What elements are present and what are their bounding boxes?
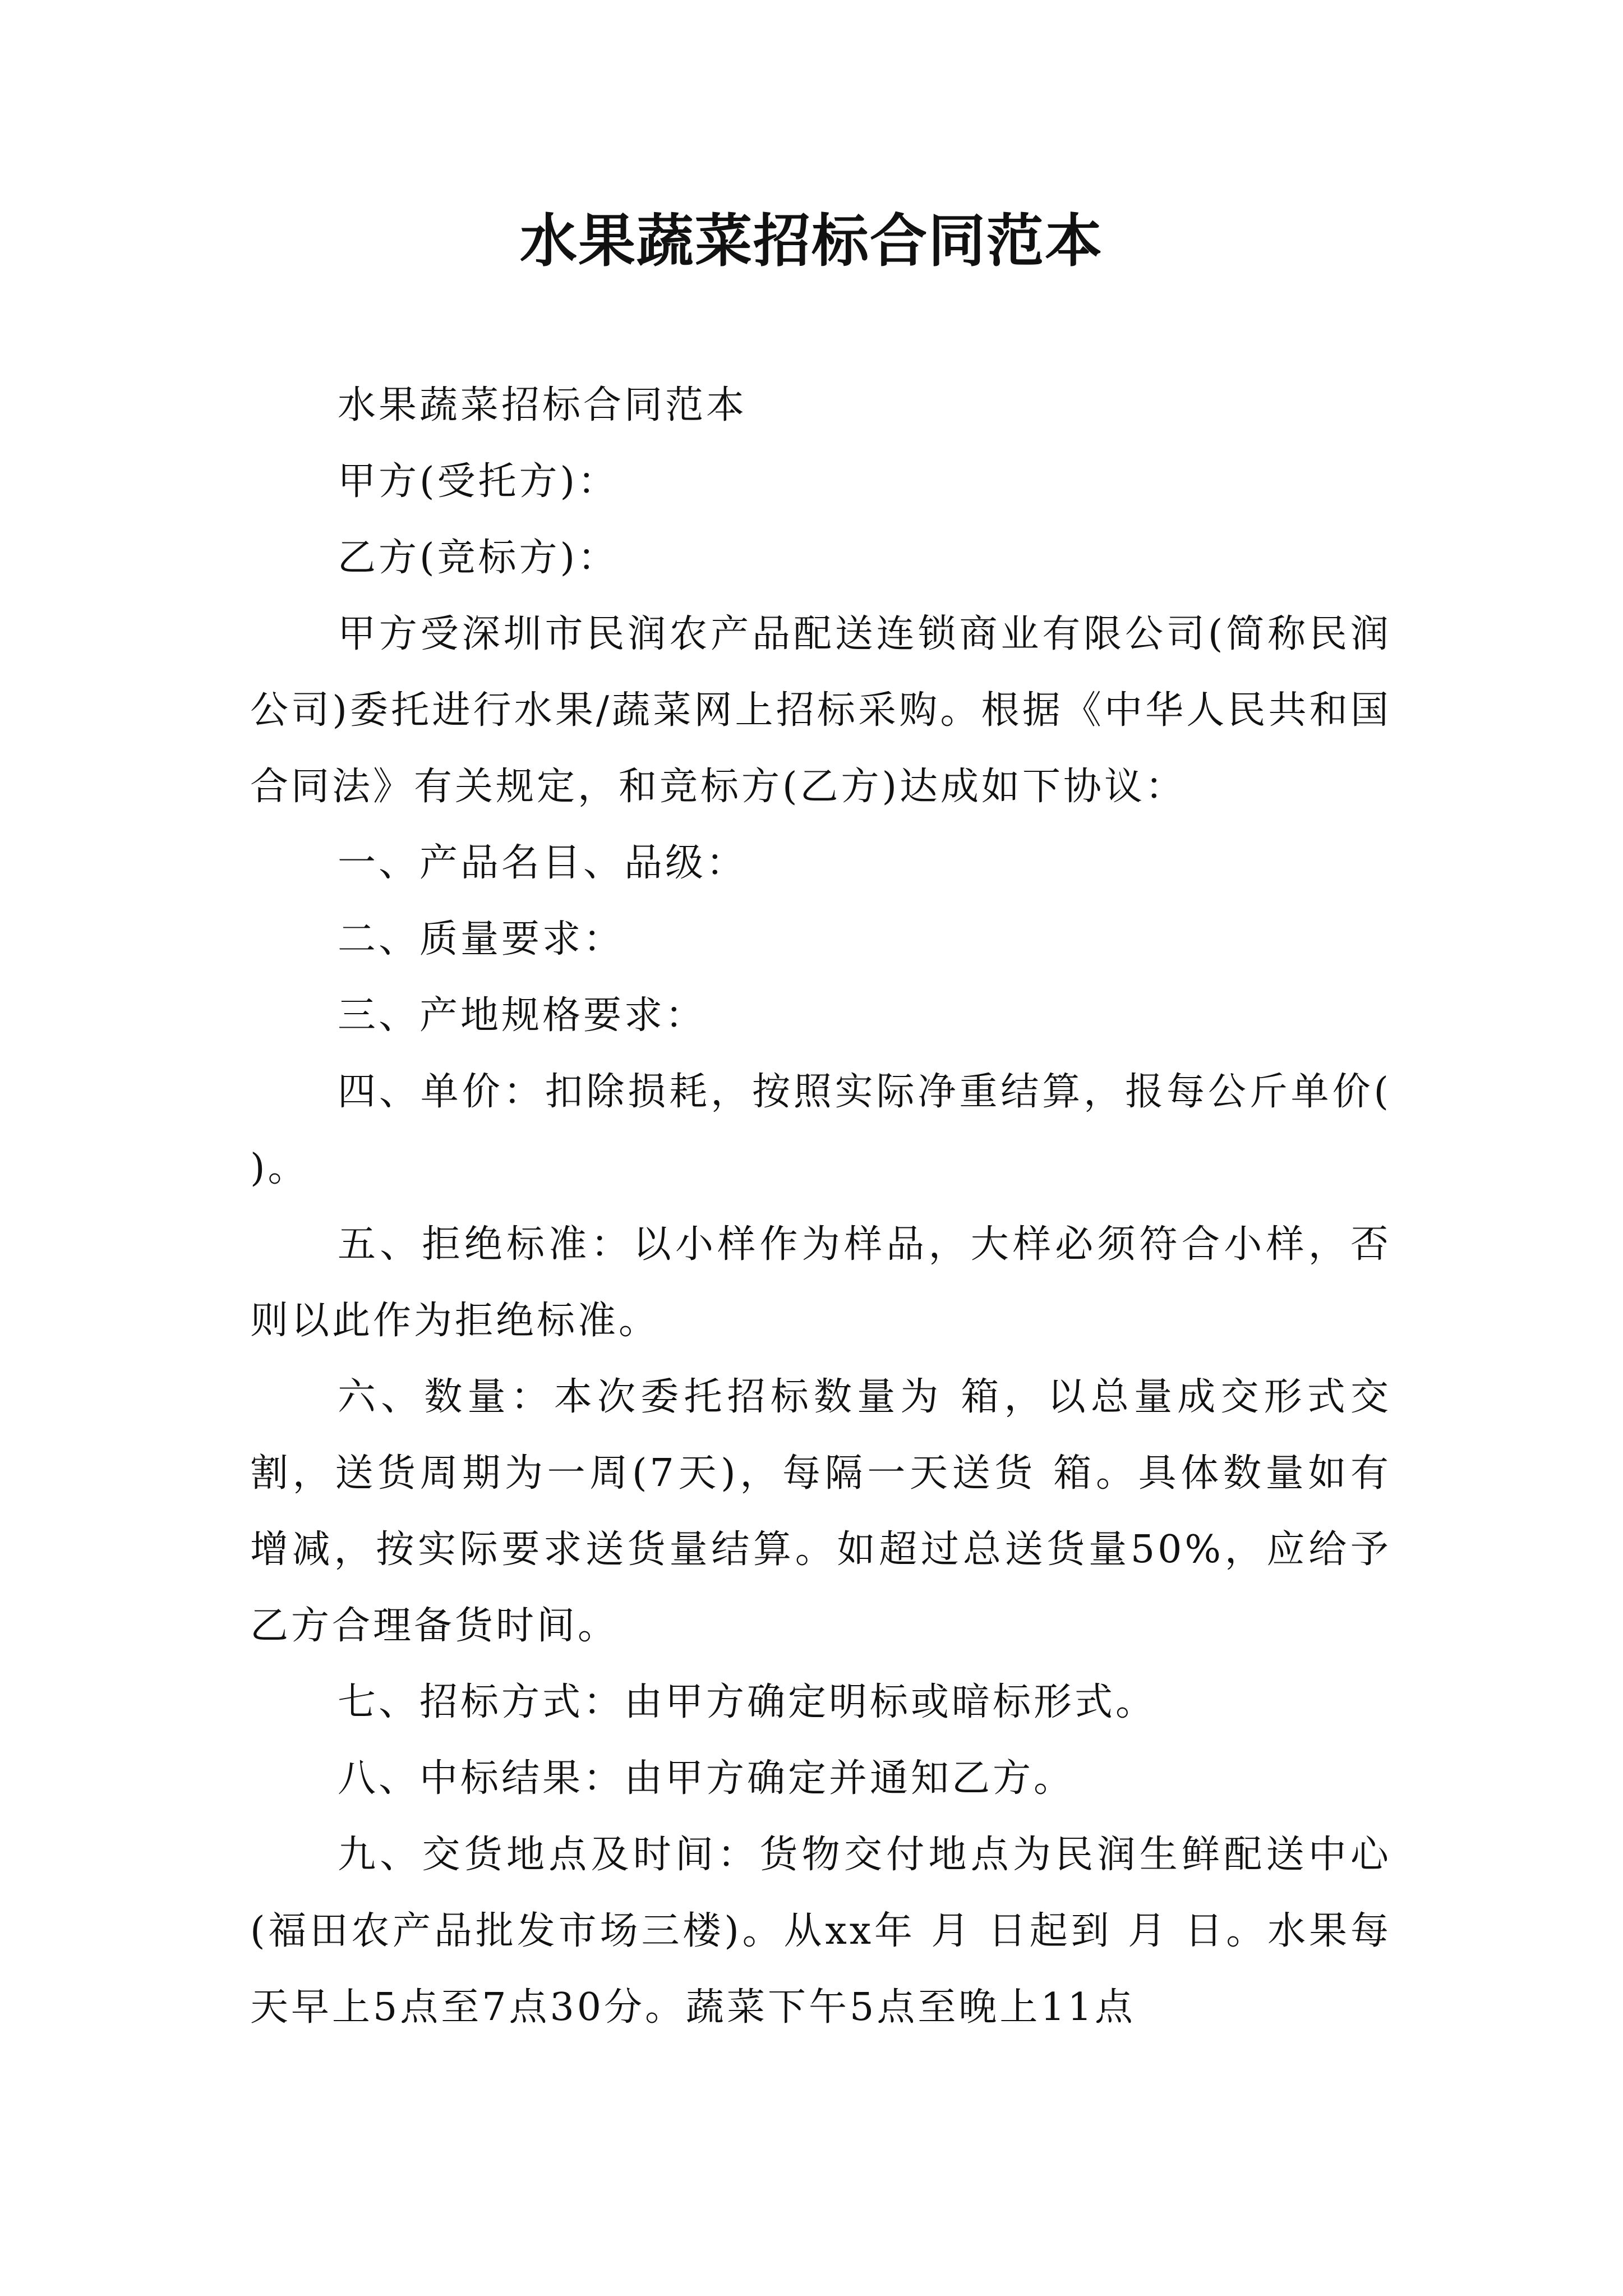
clause-3-origin-spec: 三、产地规格要求： bbox=[338, 993, 707, 1038]
clause-8-award-result: 八、中标结果：由甲方确定并通知乙方。 bbox=[338, 1756, 1075, 1801]
clause-6-quantity: 六、数量：本次委托招标数量为 箱，以总量成交形式交割，送货周期为一周(7天)，每隔一天送货 箱。具体数量如有增减，按实际要求送货量结算。如超过总送货量50%，应给予乙方合理备货时间。 bbox=[250, 1375, 1391, 1648]
paragraph-party-b: 乙方(竞标方)： bbox=[338, 536, 619, 580]
paragraph-party-a: 甲方(受托方)： bbox=[338, 459, 619, 504]
document-body bbox=[250, 367, 1391, 2046]
clause-1-product-items: 一、产品名目、品级： bbox=[338, 841, 748, 885]
clause-2-quality: 二、质量要求： bbox=[338, 917, 625, 961]
clause-4-unit-price: 四、单价：扣除损耗，按照实际净重结算，报每公斤单价( )。 bbox=[250, 1070, 1391, 1190]
clause-5-rejection: 五、拒绝标准：以小样作为样品，大样必须符合小样，否则以此作为拒绝标准。 bbox=[250, 1222, 1391, 1343]
document-title: 水果蔬菜招标合同范本 bbox=[520, 208, 1103, 275]
clause-9-delivery: 九、交货地点及时间：货物交付地点为民润生鲜配送中心(福田农产品批发市场三楼)。从xx年 月 日起到 月 日。水果每天早上5点至7点30分。蔬菜下午5点至晚上11点 bbox=[250, 1833, 1391, 2030]
clause-7-bidding-method: 七、招标方式：由甲方确定明标或暗标形式。 bbox=[338, 1680, 1157, 1724]
paragraph-subtitle: 水果蔬菜招标合同范本 bbox=[338, 383, 748, 427]
paragraph-preamble: 甲方受深圳市民润农产品配送连锁商业有限公司(简称民润公司)委托进行水果/蔬菜网上招标采购。根据《中华人民共和国合同法》有关规定，和竞标方(乙方)达成如下协议： bbox=[250, 612, 1391, 809]
